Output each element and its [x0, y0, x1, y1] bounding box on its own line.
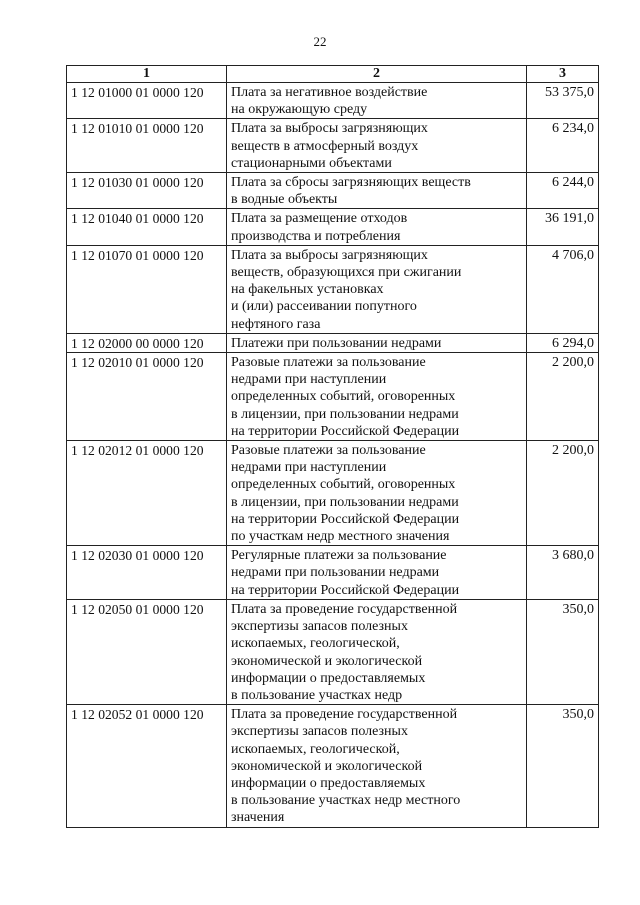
description-cell: Разовые платежи за пользование недрами при наступлении определенных событий, оговоренных в лицензии, при пользовании недрами на территории Российской Федерации по участкам недр местного значения [227, 441, 527, 546]
table-row [67, 83, 599, 119]
description-cell: Разовые платежи за пользование недрами при наступлении определенных событий, оговоренных в лицензии, при пользовании недрами на территории Российской Федерации [227, 353, 527, 441]
amount-cell: 2 200,0 [527, 441, 599, 546]
budget-code-cell: 1 12 02000 00 0000 120 [67, 333, 227, 352]
table-row [67, 173, 599, 209]
description-cell: Платежи при пользовании недрами [227, 333, 527, 352]
revenue-table [66, 65, 599, 828]
budget-code-cell: 1 12 02050 01 0000 120 [67, 599, 227, 704]
column-header-amount: 3 [527, 66, 599, 83]
table-row [67, 209, 599, 245]
table-row [67, 353, 599, 441]
budget-code-cell: 1 12 02010 01 0000 120 [67, 353, 227, 441]
description-cell: Плата за выбросы загрязняющих веществ, образующихся при сжигании на факельных установках и (или) рассеивании попутного нефтяного газа [227, 245, 527, 333]
table-body [67, 83, 599, 828]
description-cell: Плата за выбросы загрязняющих веществ в атмосферный воздух стационарными объектами [227, 119, 527, 173]
budget-code-cell: 1 12 01030 01 0000 120 [67, 173, 227, 209]
table-row [67, 546, 599, 600]
amount-cell: 53 375,0 [527, 83, 599, 119]
budget-code-cell: 1 12 01070 01 0000 120 [67, 245, 227, 333]
amount-cell: 6 294,0 [527, 333, 599, 352]
budget-code-cell: 1 12 02012 01 0000 120 [67, 441, 227, 546]
amount-cell: 6 244,0 [527, 173, 599, 209]
amount-cell: 350,0 [527, 599, 599, 704]
table-row [67, 245, 599, 333]
amount-cell: 6 234,0 [527, 119, 599, 173]
budget-code-cell: 1 12 01000 01 0000 120 [67, 83, 227, 119]
table-row [67, 705, 599, 827]
amount-cell: 350,0 [527, 705, 599, 827]
description-cell: Плата за негативное воздействие на окружающую среду [227, 83, 527, 119]
page-number: 22 [313, 34, 327, 49]
table-row [67, 119, 599, 173]
table-row [67, 333, 599, 352]
description-cell: Плата за проведение государственной экспертизы запасов полезных ископаемых, геологической, экономической и экологической информации о предоставляемых в пользование участках недр местного значения [227, 705, 527, 827]
budget-code-cell: 1 12 02052 01 0000 120 [67, 705, 227, 827]
budget-code-cell: 1 12 02030 01 0000 120 [67, 546, 227, 600]
amount-cell: 2 200,0 [527, 353, 599, 441]
budget-code-cell: 1 12 01010 01 0000 120 [67, 119, 227, 173]
description-cell: Плата за размещение отходов производства и потребления [227, 209, 527, 245]
amount-cell: 3 680,0 [527, 546, 599, 600]
column-header-description: 2 [227, 66, 527, 83]
description-cell: Плата за сбросы загрязняющих веществ в водные объекты [227, 173, 527, 209]
budget-code-cell: 1 12 01040 01 0000 120 [67, 209, 227, 245]
column-header-code: 1 [67, 66, 227, 83]
table-row [67, 599, 599, 704]
table-header-row [67, 66, 599, 83]
table-row [67, 441, 599, 546]
description-cell: Регулярные платежи за пользование недрами при пользовании недрами на территории Российской Федерации [227, 546, 527, 600]
amount-cell: 36 191,0 [527, 209, 599, 245]
description-cell: Плата за проведение государственной экспертизы запасов полезных ископаемых, геологической, экономической и экологической информации о предоставляемых в пользование участках недр [227, 599, 527, 704]
amount-cell: 4 706,0 [527, 245, 599, 333]
